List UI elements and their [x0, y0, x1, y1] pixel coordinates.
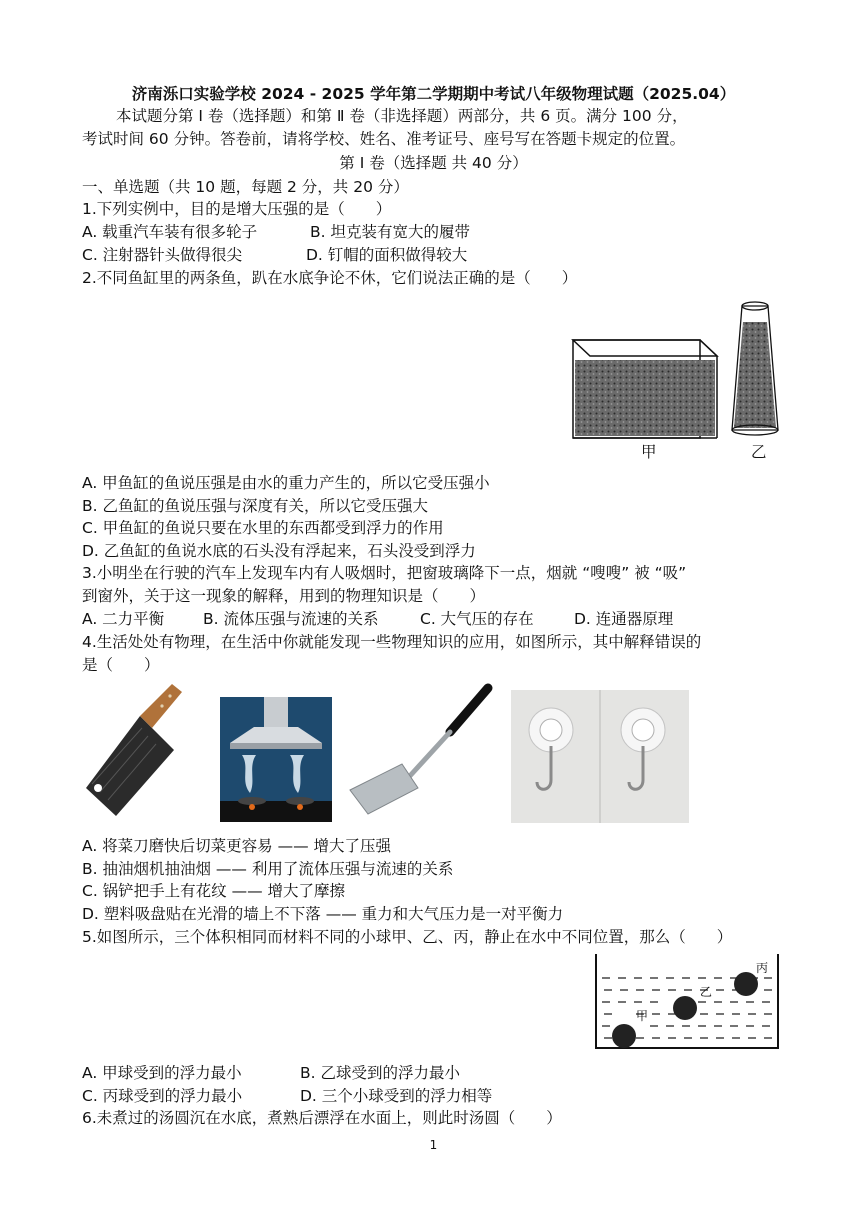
tank-jia: [573, 340, 717, 438]
tank-label-jia: 甲: [641, 443, 657, 461]
q3-option-c: C. 大气压的存在: [420, 610, 534, 628]
q4-option-a: A. 将菜刀磨快后切菜更容易 —— 增大了压强: [82, 837, 392, 855]
q4-stem-line1: 4.生活处处有物理，在生活中你就能发现一些物理知识的应用，如图所示，其中解释错误的: [82, 633, 702, 651]
q2-option-a: A. 甲鱼缸的鱼说压强是由水的重力产生的，所以它受压强小: [82, 474, 490, 492]
q2-option-c: C. 甲鱼缸的鱼说只要在水里的东西都受到浮力的作用: [82, 519, 444, 537]
q3-stem-line2: 到窗外，关于这一现象的解释，用到的物理知识是（ ）: [82, 587, 486, 605]
ball-label-bing: 丙: [756, 961, 769, 975]
q2-stem: 2.不同鱼缸里的两条鱼，趴在水底争论不休，它们说法正确的是（ ）: [82, 269, 578, 287]
ball-jia: [612, 1024, 636, 1048]
q3-option-b: B. 流体压强与流速的关系: [203, 610, 379, 628]
q2-option-d: D. 乙鱼缸的鱼说水底的石头没有浮起来，石头没受到浮力: [82, 542, 476, 560]
part-title: 第 Ⅰ 卷（选择题 共 40 分）: [339, 154, 528, 172]
q1-option-a: A. 载重汽车装有很多轮子: [82, 223, 258, 241]
q3-option-a: A. 二力平衡: [82, 610, 165, 628]
tank-label-yi: 乙: [751, 443, 767, 461]
q5-option-a: A. 甲球受到的浮力最小: [82, 1064, 242, 1082]
ball-label-yi: 乙: [700, 985, 713, 999]
q5-stem: 5.如图所示，三个体积相同而材料不同的小球甲、乙、丙，静止在水中不同位置，那么（ ）: [82, 928, 733, 946]
ball-label-jia: 甲: [636, 1009, 649, 1023]
q3-option-d: D. 连通器原理: [574, 610, 674, 628]
q4-option-d: D. 塑料吸盘贴在光滑的墙上不下落 —— 重力和大气压力是一对平衡力: [82, 905, 564, 923]
floating-balls-figure: [590, 950, 784, 1056]
q4-option-b: B. 抽油烟机抽油烟 —— 利用了流体压强与流速的关系: [82, 860, 454, 878]
ball-yi: [673, 996, 697, 1020]
q1-option-d: D. 钉帽的面积做得较大: [306, 246, 468, 264]
q4-option-c: C. 锅铲把手上有花纹 —— 增大了摩擦: [82, 882, 346, 900]
page-number: 1: [429, 1138, 438, 1152]
kitchen-knife-image: [82, 684, 192, 824]
suction-hook-image: [511, 690, 689, 823]
q1-stem: 1.下列实例中，目的是增大压强的是（ ）: [82, 200, 392, 218]
section-title: 一、单选题（共 10 题，每题 2 分，共 20 分）: [82, 178, 409, 196]
q2-option-b: B. 乙鱼缸的鱼说压强与深度有关，所以它受压强大: [82, 497, 428, 515]
q1-option-c: C. 注射器针头做得很尖: [82, 246, 243, 264]
ball-bing: [734, 972, 758, 996]
q5-option-d: D. 三个小球受到的浮力相等: [300, 1087, 493, 1105]
intro-line-1: 本试题分第 Ⅰ 卷（选择题）和第 Ⅱ 卷（非选择题）两部分，共 6 页。满分 100 分，: [116, 107, 688, 125]
tank-yi: [732, 302, 778, 435]
range-hood-image: [220, 697, 332, 822]
q1-option-b: B. 坦克装有宽大的履带: [310, 223, 470, 241]
q4-stem-line2: 是（ ）: [82, 656, 160, 674]
q6-stem: 6.未煮过的汤圆沉在水底，煮熟后漂浮在水面上，则此时汤圆（ ）: [82, 1109, 562, 1127]
q5-option-c: C. 丙球受到的浮力最小: [82, 1087, 243, 1105]
fish-tanks-figure: [565, 298, 785, 466]
spatula-image: [346, 682, 496, 822]
exam-title: 济南泺口实验学校 2024 - 2025 学年第二学期期中考试八年级物理试题（2025.04）: [131, 85, 736, 103]
intro-line-2: 考试时间 60 分钟。答卷前，请将学校、姓名、准考证号、座号写在答题卡规定的位置。: [82, 130, 686, 148]
q3-stem-line1: 3.小明坐在行驶的汽车上发现车内有人吸烟时，把窗玻璃降下一点，烟就 “嗖嗖” 被 “吸”: [82, 564, 687, 582]
q5-option-b: B. 乙球受到的浮力最小: [300, 1064, 460, 1082]
